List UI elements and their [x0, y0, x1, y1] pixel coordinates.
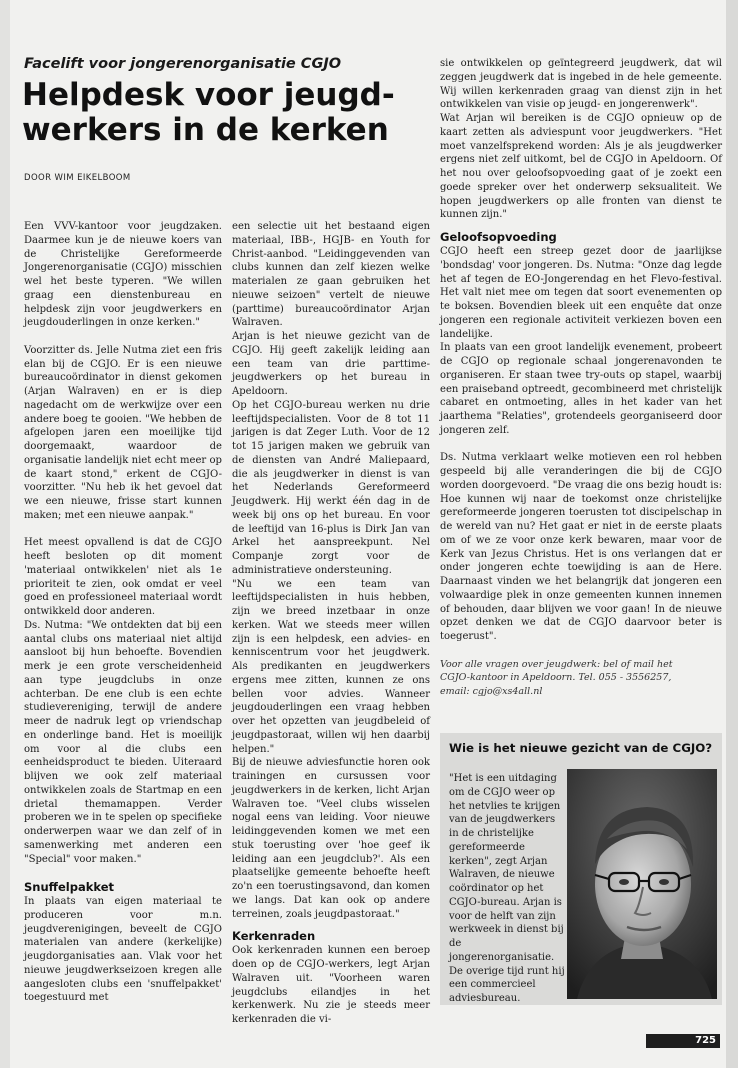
paragraph: Ds. Nutma: "We ontdekten dat bij een aantal clubs ons materiaal niet altijd aansloot bij hun behoefte. Bovendien merk je een grote verscheidenheid aan type jeugdclubs in onze achterban. De ene club is een echte studievereniging, terwijl de andere meer de nadruk legt op vriendschap en onderlinge band. Het is moeilijk om voor al die clubs een eenheidsproduct te bieden. Uiteraard blijven we ook zelf materiaal ontwikkelen zoals de Startmap en een drietal themamappen. Verder proberen we in te spelen op specifieke onderwerpen waar we dan zelf of in samenwerking met anderen een "Special" voor maken." — [24, 619, 222, 865]
headline-line-2: werkers in de kerken — [22, 112, 389, 148]
portrait-illustration — [567, 769, 717, 999]
paragraph: "Nu we een team van leeftijdspecialisten in huis hebben, zijn we breed inzetbaar in onze kerken. Wat we steeds meer willen zijn is een helpdesk, een advies- en kenniscentrum voor het jeugdwerk. Als predikanten en jeugdwerkers ergens mee zitten, kunnen ze ons bellen voor advies. Wanneer jeugdouderlingen een vraag hebben over het opzetten van jeugdbeleid of jeugdpastoraat, willen wij hen daarbij helpen." — [232, 578, 430, 755]
paragraph: In plaats van een groot landelijk evenement, probeert de CGJO op regionale schaal jongerenavonden te organiseren. Er staan twee try-outs op stapel, waarbij een praiseband optreedt, gecombineerd met christelijk cabaret en ontmoeting, alles in het kader van het jaarthema "Relaties", grotendeels georganiseerd door jongeren zelf. — [440, 342, 722, 436]
page-number: 725 — [695, 1035, 716, 1046]
subheading-kerkenraden: Kerkenraden — [232, 929, 316, 944]
paragraph: Wat Arjan wil bereiken is de CGJO opnieuw op de kaart zetten als adviespunt voor jeugdwerkers. "Het moet vanzelfsprekend worden: Als je als jeugdwerker ergens niet zelf uitkomt, bel de CGJO in Apeldoorn. Of het nou over geloofsopvoeding gaat of je zoekt een goede spreker over het onderwerp seksualiteit. We hopen jeugdwerkers op alle fronten van dienst te kunnen zijn." — [440, 113, 722, 221]
page-number-bar — [646, 1034, 720, 1048]
subheading-geloofsopvoeding: Geloofsopvoeding — [440, 230, 557, 244]
paragraph: Voorzitter ds. Jelle Nutma ziet een fris elan bij de CGJO. Er is een nieuwe bureaucoördinator in dienst gekomen (Arjan Walraven) en er is diep nagedacht om de werkwijze over een andere boeg te gooien. "We hebben de afgelopen jaren een moeilijke tijd doorgemaakt, waardoor de organisatie landelijk niet echt meer op de kaart stond," erkent de CGJO-voorzitter. "Nu heb ik het gevoel dat we een nieuwe, frisse start kunnen maken; met een nieuwe aanpak." — [24, 344, 222, 521]
paragraph: Arjan is het nieuwe gezicht van de CGJO. Hij geeft zakelijk leiding aan een team van drie parttime-jeugdwerkers op het bureau in Apeldoorn. — [232, 331, 430, 397]
paragraph: Het meest opvallend is dat de CGJO heeft besloten op dit moment 'materiaal ontwikkelen' niet als 1e prioriteit te zien, ook omdat er veel goed en professioneel materiaal wordt ontwikkeld door anderen. — [24, 537, 222, 617]
article-byline: DOOR WIM EIKELBOOM — [24, 173, 131, 183]
paragraph: sie ontwikkelen op geïntegreerd jeugdwerk, dat wil zeggen jeugdwerk dat is ingebed in de hele gemeente. Wij willen kerkenraden graag van dienst zijn in het ontwikkelen van visie op jeugd- en jongerenwerk". — [440, 58, 722, 111]
contact-line: Voor alle vragen over jeugdwerk: bel of mail het — [440, 658, 673, 670]
paragraph: Een VVV-kantoor voor jeugdzaken. Daarmee kun je de nieuwe koers van de Christelijke Gereformeerde Jongerenorganisatie (CGJO) misschien wel het beste typeren. "We willen graag een dienstenbureau en helpdesk zijn voor jeugdwerkers en jeugdouderlingen in onze kerken." — [24, 221, 222, 329]
paragraph: CGJO heeft een streep gezet door de jaarlijkse 'bondsdag' voor jongeren. Ds. Nutma: "Onze dag legde het af tegen de EO-Jongerendag en het Flevo-festival. Het valt niet mee om tegen dat soort evenementen op te boksen. Bovendien bleek uit een enquête dat onze jongeren een regionale activiteit verkiezen boven een landelijke. — [440, 246, 722, 340]
paragraph: Op het CGJO-bureau werken nu drie leeftijdspecialisten. Voor de 8 tot 11 jarigen is dat Zeger Luth. Voor de 12 tot 15 jarigen maken we gebruik van de diensten van André Maliepaard, die als jeugdwerker in dienst is van het Nederlands Gereformeerd Jeugdwerk. Hij werkt één dag in de week bij ons op het bureau. En voor de leeftijd van 16-plus is Dirk Jan van Arkel het aanspreekpunt. Nel Companje zorgt voor de administratieve ondersteuning. — [232, 399, 430, 576]
paragraph: In plaats van eigen materiaal te produceren voor m.n. jeugdverenigingen, beveelt de CGJO materialen van andere (kerkelijke) jeugdorganisaties aan. Vlak voor het nieuwe jeugdwerkseizoen kregen alle aangesloten clubs een 'snuffelpakket' toegestuurd met — [24, 896, 222, 1004]
paragraph: Ook kerkenraden kunnen een beroep doen op de CGJO-werkers, legt Arjan Walraven uit. "Voorheen waren jeugdclubs eilandjes in het kerkenwerk. Nu zie je steeds meer kerkenraden die vi- — [232, 945, 430, 1025]
paragraph: Ds. Nutma verklaart welke motieven een rol hebben gespeeld bij alle veranderingen die bij de CGJO worden doorgevoerd. "De vraag die ons bezig houdt is: Hoe kunnen wij naar de toekomst onze christelijke gereformeerde jongeren toerusten tot discipelschap in de wereld van nu? Het gaat er niet in de eerste plaats om of we ze voor onze kerk bewaren, maar voor de Kerk van Jezus Christus. Het is ons verlangen dat er onder jongeren echte toewijding is aan de Here. Daarnaast vinden we het belangrijk dat jongeren een volwaardige plek in onze gemeenten kunnen innemen of behouden, daar blijven we voor gaan! In de nieuwe opzet denken we dat de CGJO daarvoor beter is toegerust". — [440, 452, 722, 642]
sidebar-quote: "Het is een uitdaging om de CGJO weer op het netvlies te krijgen van de jeugdwerkers in de christelijke gereformeerde kerken", zegt Arjan Walraven, de nieuwe coördinator op het CGJO-bureau. Arjan is voor de helft van zijn werkweek in dienst bij de jongerenorganisatie. De overige tijd runt hij een commercieel adviesbureau. — [449, 773, 565, 1004]
paragraph: Bij de nieuwe adviesfunctie horen ook trainingen en cursussen voor jeugdwerkers in de kerken, licht Arjan Walraven toe. "Veel clubs wisselen nogal eens van leiding. Voor nieuwe leidinggevenden komen we met een stuk toerusting over 'hoe geef ik leiding aan een jeugdclub?'. Als een plaatselijke gemeente behoefte heeft zo'n een toerustingsavond, dan komen we langs. Dat kan ook op andere terreinen, zoals jeugdpastoraat." — [232, 757, 430, 920]
text-column-2 — [232, 220, 430, 1025]
sidebar-box — [440, 733, 722, 1005]
page-edge-right — [726, 0, 738, 1068]
article-headline — [22, 78, 422, 148]
headline-line-1: Helpdesk voor jeugd- — [22, 77, 395, 113]
text-column-3 — [440, 57, 722, 697]
page-edge-left — [0, 0, 10, 1068]
subheading-snuffelpakket: Snuffelpakket — [24, 880, 114, 894]
contact-info — [440, 658, 722, 699]
portrait-photo — [567, 769, 717, 999]
contact-email: email: cgjo@xs4all.nl — [440, 686, 543, 697]
paragraph: een selectie uit het bestaand eigen materiaal, IBB-, HGJB- en Youth for Christ-aanbod. "Leidinggevenden van clubs kunnen dan zelf kiezen welke materialen ze gaan gebruiken het nieuwe seizoen" vertelt de nieuwe (parttime) bureaucoördinator Arjan Walraven. — [232, 221, 430, 329]
contact-line: CGJO-kantoor in Apeldoorn. Tel. 055 - 3556257, — [440, 672, 672, 684]
sidebar-title: Wie is het nieuwe gezicht van de CGJO? — [449, 741, 713, 755]
text-column-1 — [24, 220, 222, 1004]
article-kicker: Facelift voor jongerenorganisatie CGJO — [24, 56, 342, 72]
